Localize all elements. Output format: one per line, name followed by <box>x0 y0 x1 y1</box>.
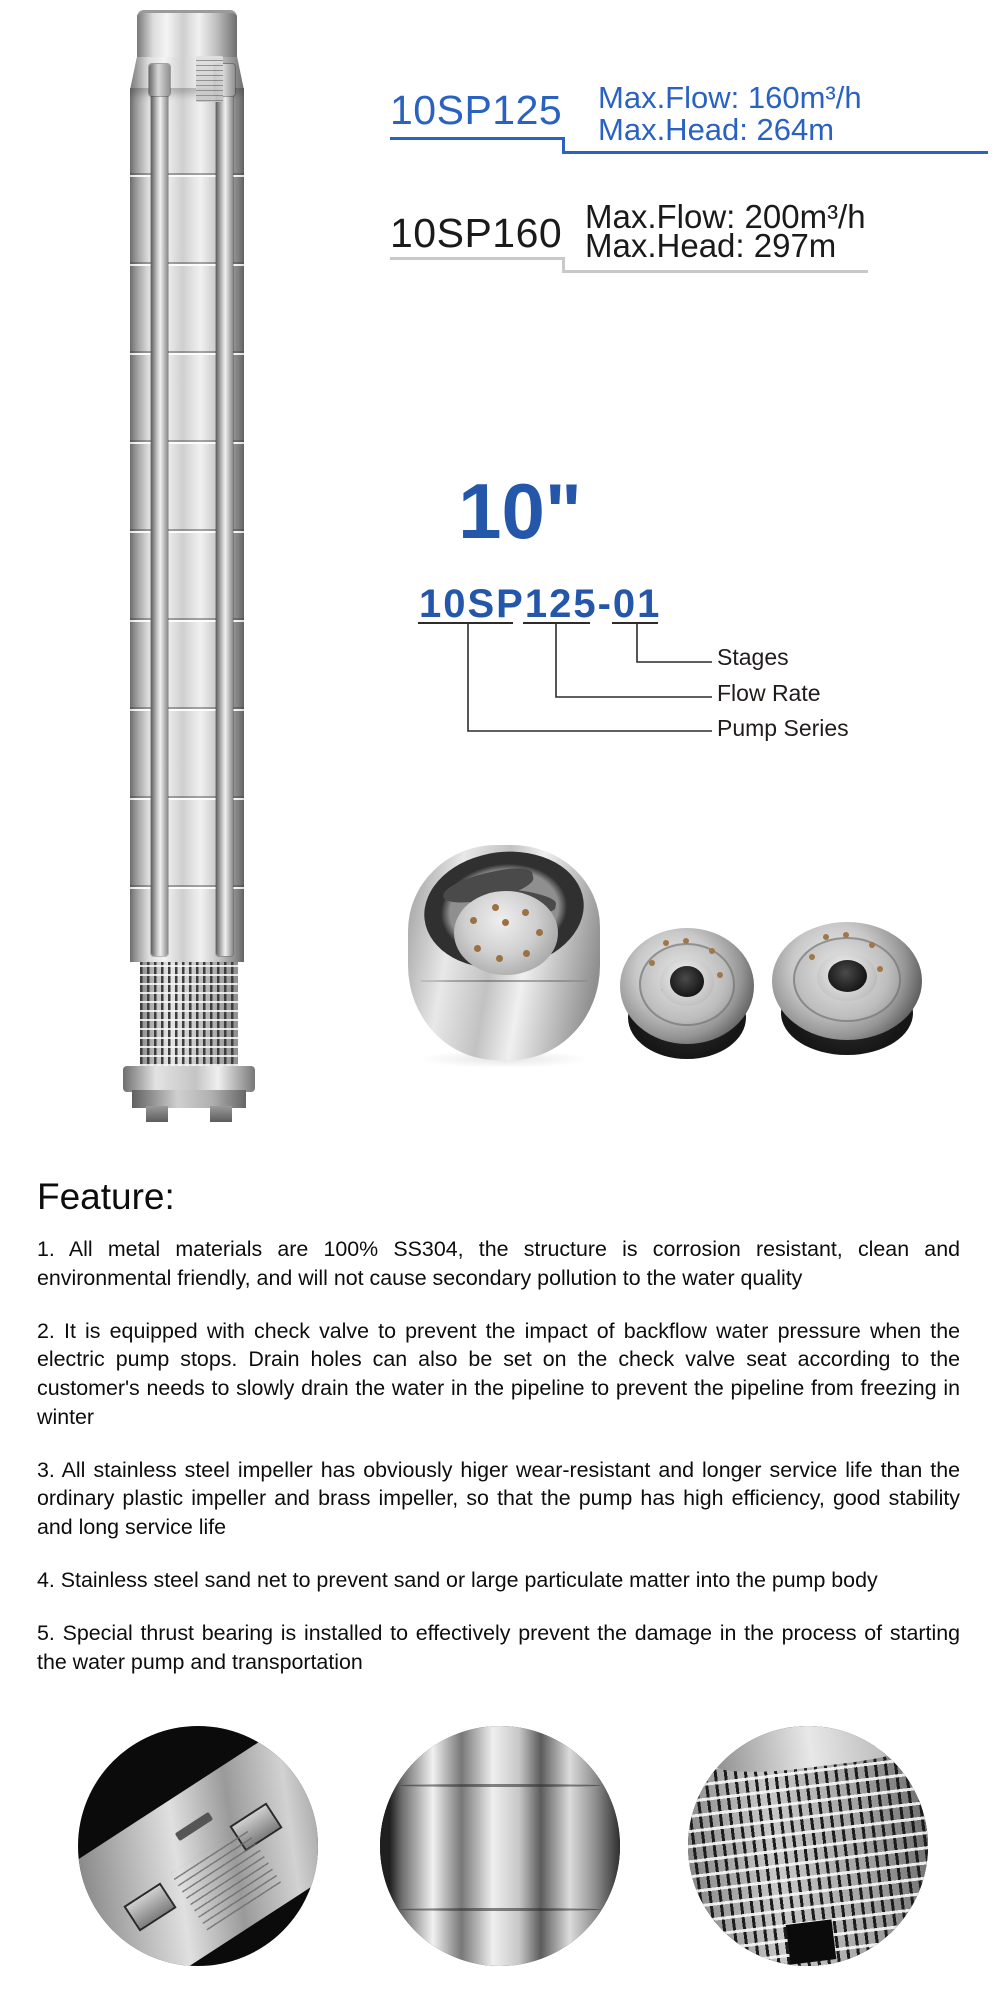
model-code: 10SP125-01 <box>419 582 662 626</box>
callout-label-flow-rate: Flow Rate <box>717 680 821 706</box>
rivet-dots <box>502 919 509 926</box>
pump-foot-right <box>210 1106 232 1122</box>
bowl-weld-seam <box>420 980 589 982</box>
max-head-10sp160: Max.Head: 297m <box>585 227 837 264</box>
feature-item-1: 1. All metal materials are 100% SS304, the structure is corrosion resistant, clean and environmental friendly, and will not cause secondary pollution to the water quality <box>37 1236 960 1290</box>
pump-sand-strainer <box>140 962 238 1066</box>
nameplate-metal-band <box>78 1726 318 1966</box>
feature-item-2: 2. It is equipped with check valve to prevent the impact of backflow water pressure when the electric pump stops. Drain holes can also be set on the check valve seat according to the customer's needs to slowly drain the water in the pipeline to prevent the pipeline from freezing in winter <box>37 1318 960 1429</box>
detail-photo-nameplate <box>78 1726 318 1966</box>
callout-connector-lines <box>468 623 712 731</box>
model-specs-10sp125 <box>598 82 862 146</box>
rivet-dots <box>843 932 849 938</box>
impeller-center-hole <box>828 960 867 992</box>
component-photo-impeller-2 <box>772 922 922 1050</box>
callout-label-pump-series: Pump Series <box>717 715 849 741</box>
rivet-dots <box>683 938 689 944</box>
detail-photo-sand-net <box>688 1726 928 1966</box>
size-heading: 10" <box>458 467 582 555</box>
component-photo-impeller-1 <box>620 928 754 1054</box>
model-specs-10sp160 <box>585 198 866 264</box>
body-seam <box>399 1784 601 1787</box>
pump-base-flange <box>123 1066 255 1092</box>
sand-net-opening <box>786 1919 837 1964</box>
max-flow-10sp160: Max.Flow: 200m³/h <box>585 198 866 235</box>
feature-item-5: 5. Special thrust bearing is installed to effectively prevent the damage in the process of starting the water pump and transportation <box>37 1620 960 1674</box>
feature-section <box>37 1176 960 1700</box>
max-head-10sp125: Max.Head: 264m <box>598 112 835 147</box>
bowl-inner-plate <box>454 891 558 975</box>
pump-body-closeup <box>380 1726 620 1966</box>
model-name-10sp125: 10SP125 <box>390 87 563 133</box>
component-photo-bowl <box>408 845 600 1060</box>
callout-label-stages: Stages <box>717 644 789 670</box>
pump-foot-left <box>146 1106 168 1122</box>
feature-item-4: 4. Stainless steel sand net to prevent sand or large particulate matter into the pump body <box>37 1568 878 1593</box>
detail-photo-pump-body <box>380 1726 620 1966</box>
feature-heading: Feature: <box>37 1176 175 1217</box>
model-name-10sp160: 10SP160 <box>390 210 563 256</box>
feature-item-3: 3. All stainless steel impeller has obviously higer wear-resistant and longer service life than the ordinary plastic impeller and brass impeller, so that the pump has high efficiency, good stability and long service life <box>37 1457 960 1540</box>
max-flow-10sp125: Max.Flow: 160m³/h <box>598 80 862 115</box>
